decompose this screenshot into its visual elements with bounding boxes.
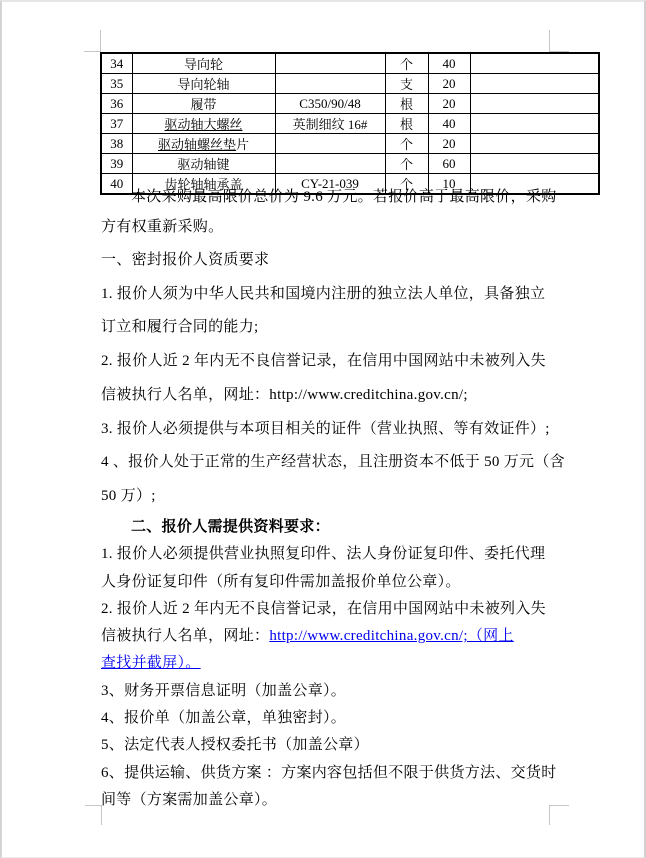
text-line [101, 212, 550, 242]
text-segment: 方有权重新采购。 [101, 219, 224, 235]
text-segment: 4 、报价人处于正常的生产经营状态，且注册资本不低于 50 万元（含 [101, 454, 565, 471]
text-segment: 齿轮轴轴承盖 [164, 177, 243, 192]
cell-unit [385, 74, 428, 94]
text-segment: 信被执行人名单，网址：http://www.creditchina.gov.cn/; [101, 386, 468, 403]
text-segment: 36 [110, 95, 124, 111]
cell-unit [385, 114, 428, 134]
text-line [101, 623, 550, 650]
table-row [101, 94, 599, 114]
text-segment: 本次采购最高限价总价为 9.6 万元。若报价高于最高限价，采购 [131, 189, 557, 205]
cell-qty [428, 53, 470, 74]
cell-name [132, 74, 275, 94]
text-segment: 40 [110, 175, 124, 191]
text-segment: 二、报价人需提供资料要求： [131, 519, 330, 535]
text-segment: 个 [399, 57, 413, 72]
text-line [101, 787, 550, 814]
text-segment: 个 [399, 177, 413, 192]
text-segment: 37 [110, 115, 124, 131]
text-segment: CY-21-039 [301, 175, 359, 191]
margin-crop-mark-bottom-right [549, 805, 569, 825]
cell-qty [428, 114, 470, 134]
cell-spec [275, 114, 385, 134]
text-segment: 39 [110, 155, 124, 171]
cell-note [470, 154, 599, 174]
text-segment: 驱动轴螺丝垫 [157, 137, 236, 152]
text-segment: 35 [110, 75, 124, 91]
cell-no [101, 134, 132, 154]
cell-name [132, 134, 275, 154]
cell-unit [385, 53, 428, 74]
text-segment: 20 [442, 135, 456, 151]
text-segment: 40 [442, 115, 456, 131]
cell-note [470, 74, 599, 94]
text-segment: 50 万）; [101, 487, 156, 504]
cell-no [101, 154, 132, 174]
cell-no [101, 74, 132, 94]
cell-spec [275, 154, 385, 174]
cell-note [470, 114, 599, 134]
text-segment: 60 [442, 155, 456, 171]
cell-no [101, 114, 132, 134]
text-segment: 片 [236, 137, 250, 152]
table-row [101, 114, 599, 134]
text-line [101, 650, 550, 677]
text-line [101, 705, 550, 732]
section-1-qualifications [101, 244, 565, 514]
text-line [101, 732, 550, 759]
cell-qty [428, 94, 470, 114]
text-line [101, 596, 550, 623]
text-segment: 个 [399, 157, 413, 172]
cell-unit [385, 134, 428, 154]
cell-name [132, 53, 275, 74]
text-segment: 10 [442, 175, 456, 191]
cell-note [470, 94, 599, 114]
table-row [101, 74, 599, 94]
text-line [101, 541, 550, 568]
text-segment: 履带 [190, 97, 217, 112]
cell-qty [428, 74, 470, 94]
text-line [101, 345, 550, 379]
section-2-required-documents [101, 514, 557, 814]
margin-crop-mark-top-left [84, 30, 101, 52]
table-row [101, 53, 599, 74]
text-segment: 3、财务开票信息证明（加盖公章）。 [101, 682, 347, 699]
hyperlink[interactable]: 查找并截屏）。 [101, 655, 201, 672]
text-segment: 1. 报价人必须提供营业执照复印件、法人身份证复印件、委托代理 [101, 546, 546, 563]
text-segment: 4、报价单（加盖公章，单独密封）。 [101, 710, 347, 727]
text-segment: C350/90/48 [299, 95, 361, 111]
cell-no [101, 94, 132, 114]
text-segment: 34 [110, 55, 124, 71]
text-segment: 支 [399, 77, 413, 92]
text-segment: 订立和履行合同的能力; [101, 319, 259, 336]
table-row [101, 154, 599, 174]
text-line [101, 379, 550, 413]
text-segment: 2. 报价人近 2 年内无不良信誉记录，在信用中国网站中未被列入失 [101, 353, 546, 370]
text-segment: 一、密封报价人资质要求 [101, 252, 270, 268]
spec-table [100, 52, 600, 195]
cell-unit [385, 94, 428, 114]
text-segment: 1. 报价人须为中华人民共和国境内注册的独立法人单位，具备独立 [101, 285, 546, 302]
cell-no [101, 53, 132, 74]
intro-paragraph [101, 182, 557, 242]
text-segment: 20 [442, 75, 456, 91]
cell-name [132, 94, 275, 114]
text-segment: 人身份证复印件（所有复印件需加盖报价单位公章）。 [101, 573, 461, 590]
cell-note [470, 53, 599, 74]
cell-note [470, 134, 599, 154]
cell-qty [428, 154, 470, 174]
text-segment: 驱动轴键 [177, 157, 230, 172]
cell-spec [275, 94, 385, 114]
text-segment: 38 [110, 135, 124, 151]
text-line [101, 760, 557, 787]
text-line [101, 569, 550, 596]
text-line [101, 480, 550, 514]
text-segment: 英制细纹 16# [292, 117, 368, 132]
text-segment: 导向轮 [183, 57, 223, 72]
text-line [101, 413, 550, 447]
text-line [101, 514, 550, 541]
text-line [101, 244, 550, 278]
text-segment: 20 [442, 95, 456, 111]
text-segment: 导向轮轴 [177, 77, 230, 92]
hyperlink[interactable]: http://www.creditchina.gov.cn/;（网上 [269, 628, 514, 645]
text-segment: 40 [442, 55, 456, 71]
cell-name [132, 114, 275, 134]
cell-qty [428, 134, 470, 154]
cell-spec [275, 134, 385, 154]
text-segment: 3. 报价人必须提供与本项目相关的证件（营业执照、等有效证件）; [101, 420, 550, 437]
table-row [101, 134, 599, 154]
cell-spec [275, 74, 385, 94]
text-segment: 根 [399, 97, 413, 112]
cell-name [132, 154, 275, 174]
text-line [101, 182, 557, 212]
margin-crop-mark-bottom-left [85, 805, 102, 825]
text-segment: 信被执行人名单，网址： [101, 628, 270, 645]
text-segment: 个 [399, 137, 413, 152]
text-segment: 6、提供运输、供货方案 ：方案内容包括但不限于供货方法、交货时 [101, 764, 557, 781]
margin-crop-mark-top-right [549, 30, 569, 52]
text-segment: 2. 报价人近 2 年内无不良信誉记录，在信用中国网站中未被列入失 [101, 600, 546, 617]
text-line [101, 446, 565, 480]
cell-unit [385, 154, 428, 174]
text-segment: 间等（方案需加盖公章）。 [101, 791, 278, 808]
text-line [101, 278, 550, 312]
text-line [101, 678, 550, 705]
text-segment: 5、法定代表人授权委托书（加盖公章） [101, 737, 369, 754]
text-segment: 根 [399, 117, 413, 132]
text-segment: 驱动轴大螺丝 [164, 117, 243, 132]
text-line [101, 311, 550, 345]
cell-spec [275, 53, 385, 74]
